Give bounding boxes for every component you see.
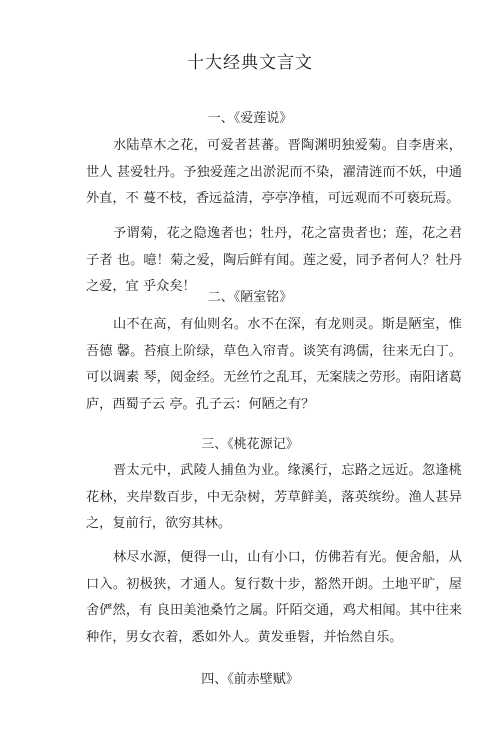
paragraph-loushiming-1: 山不在高，有仙则名。水不在深，有龙则灵。斯是陋室，惟吾德 馨。苔痕上阶绿，草色入帘青。谈笑有鸿儒，往来无白丁。可以调素 琴，阅金经。无丝竹之乱耳，无案牍之劳形。南阳诸葛庐，西蜀子云 亭。孔子云：何陋之有？ xyxy=(86,317,462,412)
paragraph-taohuayuanji-1: 晋太元中，武陵人捕鱼为业。缘溪行，忘路之远近。忽逢桃花林，夹岸数百步，中无杂树，芳草鲜美，落英缤纷。渔人甚异之，复前行，欲穷其林。 xyxy=(86,463,462,531)
section-heading-loushiming: 二、《陋室铭》 xyxy=(207,290,293,305)
document-title: 十大经典文言文 xyxy=(187,53,313,73)
paragraph-ailianshuo-2: 予谓菊，花之隐逸者也；牡丹，花之富贵者也；莲，花之君子者 也。噫！菊之爱，陶后鲜有闻。莲之爱，同予者何人？牡丹之爱，宜 乎众矣！ xyxy=(86,226,462,294)
paragraph-ailianshuo-1: 水陆草木之花，可爱者甚蕃。晋陶渊明独爱菊。自李唐来，世人 甚爱牡丹。予独爱莲之出淤泥而不染，濯清涟而不妖，中通外直，不 蔓不枝，香远益清，亭亭净植，可远观而不可亵玩焉。 xyxy=(86,138,462,206)
section-heading-ailianshuo: 一、《爱莲说》 xyxy=(207,111,293,126)
section-heading-taohuayuanji: 三、《桃花源记》 xyxy=(201,437,299,452)
paragraph-taohuayuanji-2: 林尽水源，便得一山，山有小口，仿佛若有光。便舍船，从口入。初极狭，才通人。复行数十步，豁然开朗。土地平旷，屋舍俨然，有 良田美池桑竹之属。阡陌交通，鸡犬相闻。其中往来种作，男女衣着，悉如外人。黄发垂髫，并怡然自乐。 xyxy=(86,550,462,645)
section-heading-qianchibifu: 四、《前赤壁赋》 xyxy=(201,672,299,687)
